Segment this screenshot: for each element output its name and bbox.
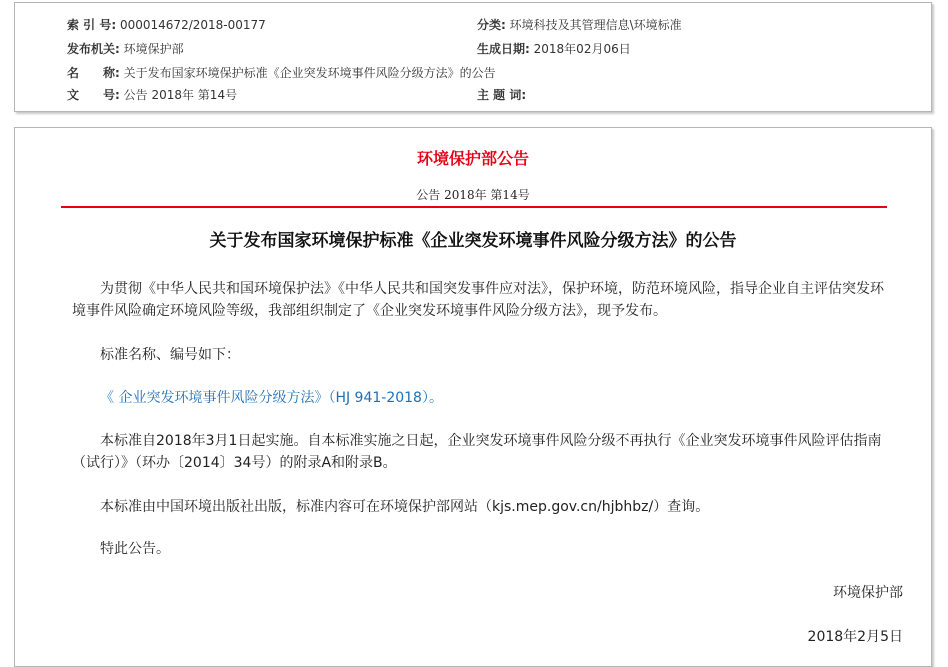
meta-category-row bbox=[477, 17, 682, 33]
paragraph-intro: 为贯彻《中华人民共和国环境保护法》《中华人民共和国突发事件应对法》，保护环境，防范环境风险，指导企业自主评估突发环境事件风险确定环境风险等级，我部组织制定了《企业突发环境事件风险分级方法》，现予发布。 bbox=[72, 281, 884, 319]
meta-index-label: 索 引 号: bbox=[67, 18, 117, 32]
notice-title: 关于发布国家环境保护标准《企业突发环境事件风险分级方法》的公告 bbox=[209, 231, 737, 251]
meta-issuer-row bbox=[67, 41, 184, 57]
meta-date-label: 生成日期: bbox=[477, 42, 530, 56]
meta-category-label: 分类: bbox=[477, 18, 506, 32]
metadata-panel bbox=[14, 2, 932, 112]
notice-content-panel bbox=[14, 127, 932, 667]
meta-name-row bbox=[67, 65, 496, 81]
meta-docno-label: 文 号: bbox=[67, 88, 120, 102]
meta-issuer-value: 环境保护部 bbox=[123, 42, 184, 56]
meta-issuer-label: 发布机关: bbox=[67, 42, 120, 56]
doc-number: 公告 2018年 第14号 bbox=[416, 188, 530, 202]
meta-docno-row bbox=[67, 87, 237, 103]
meta-name-label: 名 称: bbox=[67, 66, 120, 80]
meta-subject-row bbox=[477, 87, 526, 103]
meta-index-row bbox=[67, 17, 266, 33]
meta-name-value: 关于发布国家环境保护标准《企业突发环境事件风险分级方法》的公告 bbox=[123, 66, 496, 80]
org-title: 环境保护部公告 bbox=[416, 149, 529, 168]
paragraph-closing: 特此公告。 bbox=[100, 541, 170, 557]
meta-subject-label: 主 题 词: bbox=[477, 88, 527, 102]
standard-link[interactable]: 《 企业突发环境事件风险分级方法》（HJ 941-2018）。 bbox=[100, 390, 443, 406]
signature-org: 环境保护部 bbox=[833, 585, 903, 601]
meta-date-value: 2018年02月06日 bbox=[533, 42, 631, 56]
meta-category-value: 环境科技及其管理信息\环境标准 bbox=[509, 18, 682, 32]
red-divider bbox=[61, 206, 887, 208]
meta-date-row bbox=[477, 41, 631, 57]
paragraph-effective-date: 本标准自2018年3月1日起实施。自本标准实施之日起，企业突发环境事件风险分级不再执行《企业突发环境事件风险评估指南（试行）》（环办〔2014〕34号）的附录A和附录B。 bbox=[72, 433, 882, 471]
paragraph-standard-heading: 标准名称、编号如下： bbox=[100, 347, 240, 363]
meta-docno-value: 公告 2018年 第14号 bbox=[123, 88, 238, 102]
paragraph-publication: 本标准由中国环境出版社出版，标准内容可在环境保护部网站（kjs.mep.gov.cn/hjbhbz/）查询。 bbox=[100, 499, 710, 515]
signature-date: 2018年2月5日 bbox=[807, 629, 903, 645]
standard-link-row bbox=[72, 387, 892, 409]
meta-index-value: 000014672/2018-00177 bbox=[119, 18, 266, 32]
